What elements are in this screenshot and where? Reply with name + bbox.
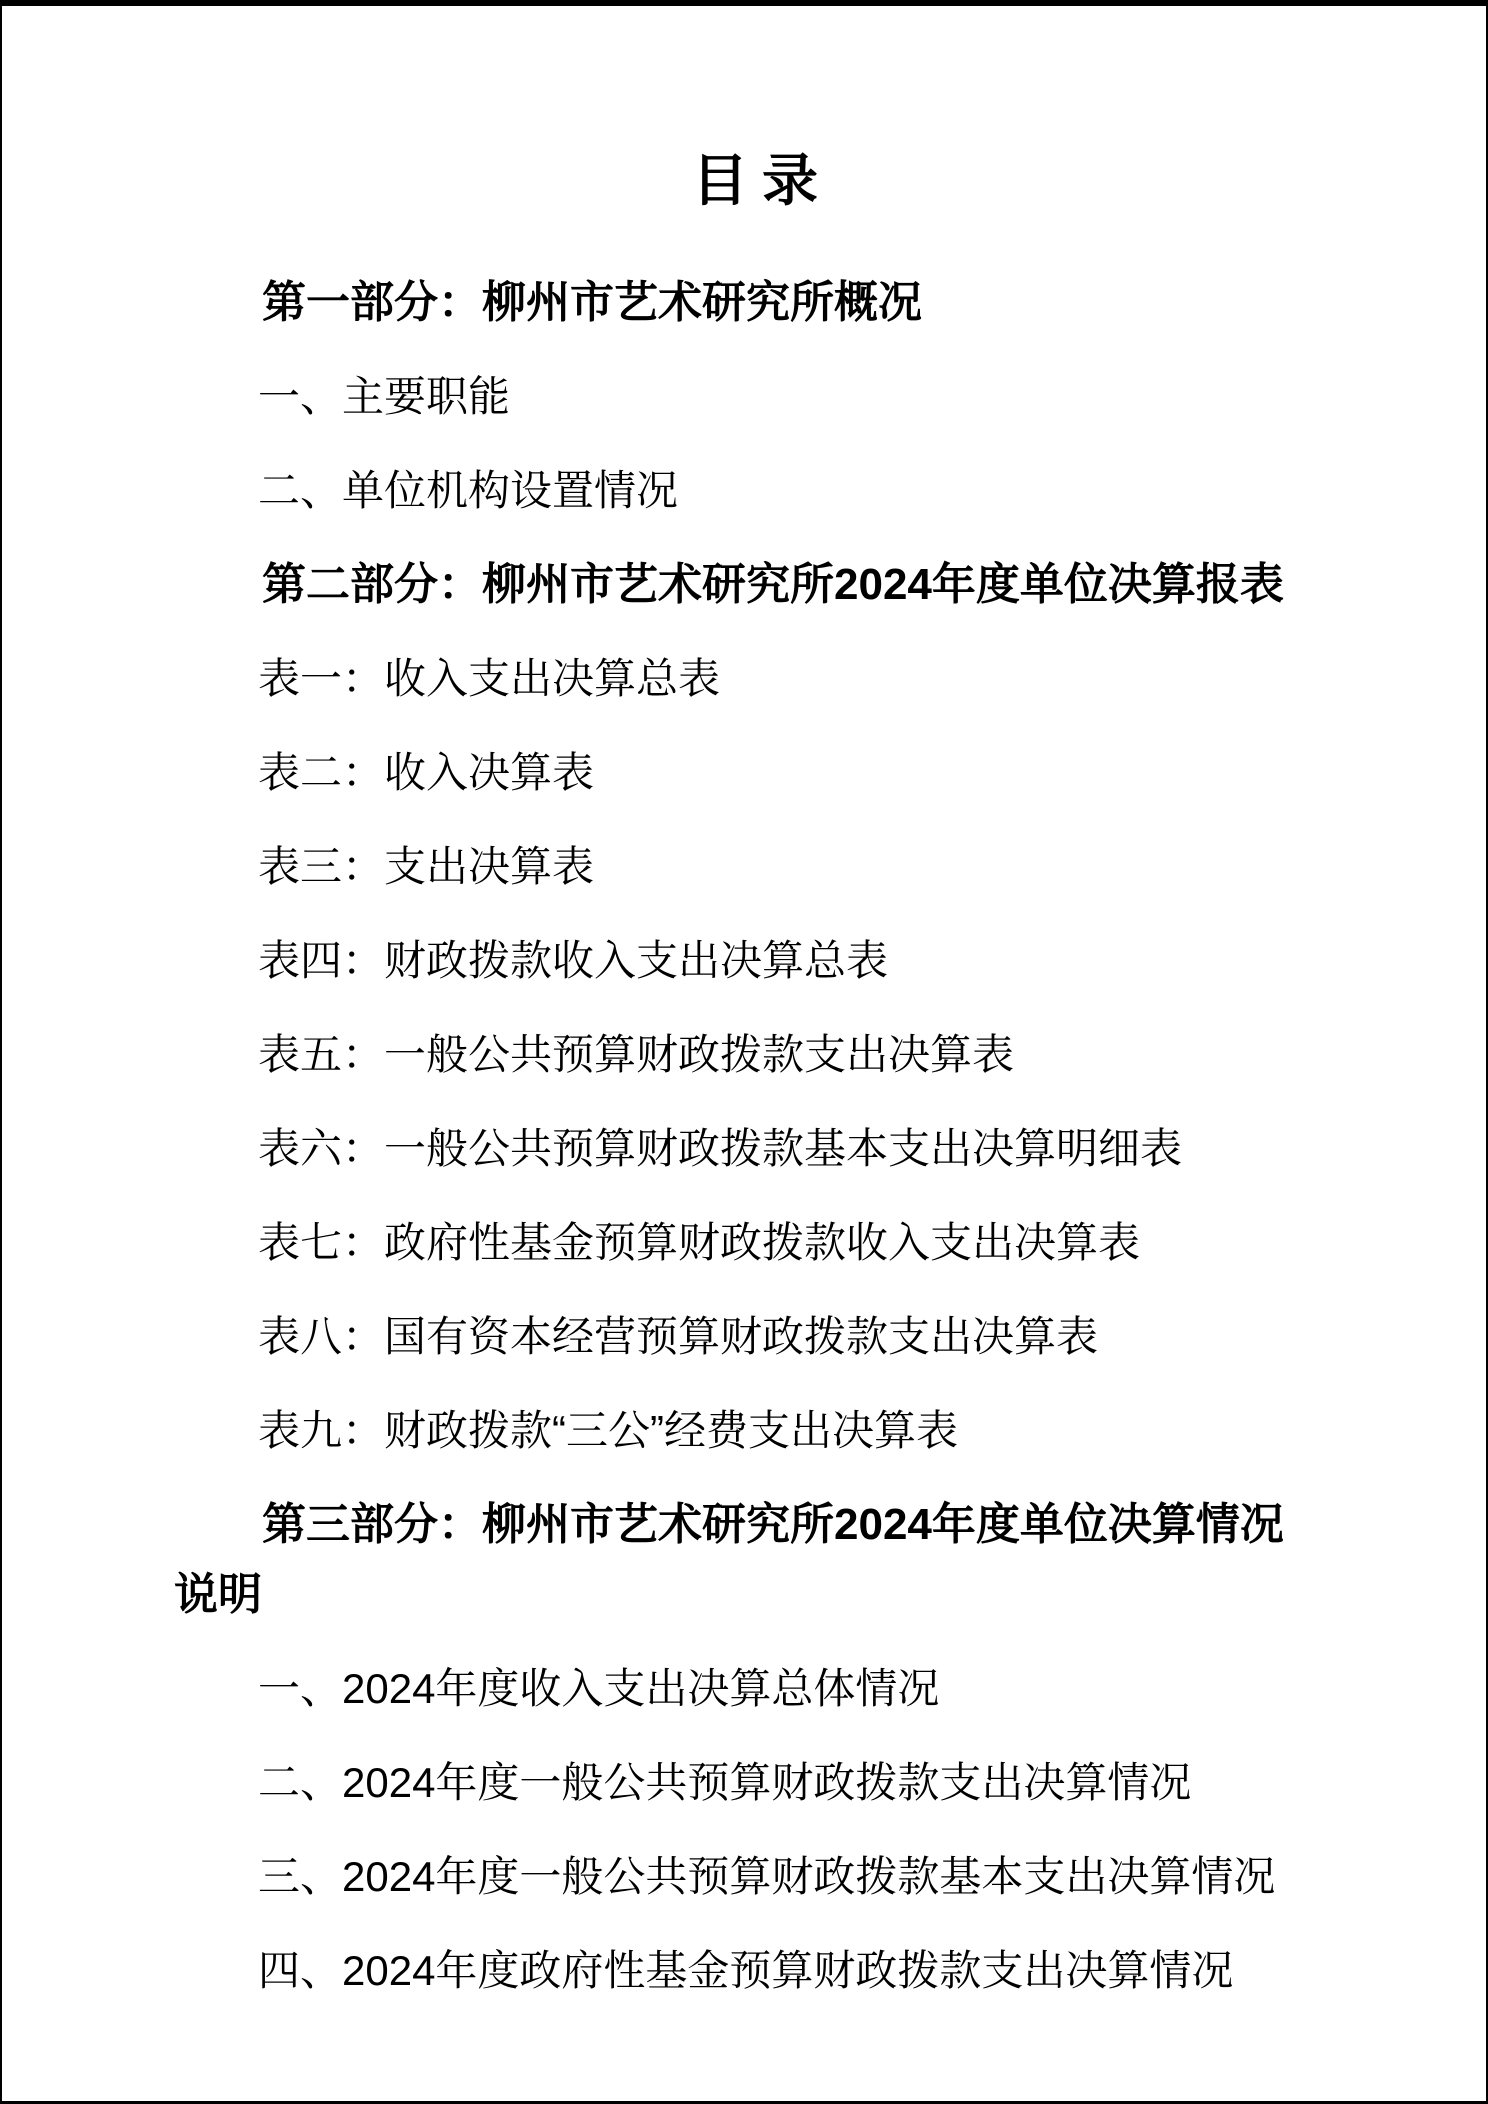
toc-item-table-2: 表二：收入决算表 (258, 749, 595, 796)
toc-item-table-1: 表一：收入支出决算总表 (258, 655, 721, 702)
section-3-heading-line-1: 第三部分：柳州市艺术研究所2024年度单位决算情况 (262, 1500, 1284, 1549)
toc-item-table-5: 表五：一般公共预算财政拨款支出决算表 (258, 1031, 1015, 1078)
section-3-heading (174, 1490, 1336, 1630)
toc-item-table-4: 表四：财政拨款收入支出决算总表 (258, 937, 889, 984)
toc-item-note-4: 四、2024年度政府性基金预算财政拨款支出决算情况 (258, 1947, 1234, 1994)
toc-item-note-2: 二、2024年度一般公共预算财政拨款支出决算情况 (258, 1759, 1192, 1806)
section-2-heading: 第二部分：柳州市艺术研究所2024年度单位决算报表 (262, 560, 1284, 609)
toc-item-main-functions: 一、主要职能 (258, 373, 511, 420)
toc-item-note-3: 三、2024年度一般公共预算财政拨款基本支出决算情况 (258, 1853, 1276, 1900)
toc-item-table-7: 表七：政府性基金预算财政拨款收入支出决算表 (258, 1219, 1141, 1266)
toc-item-table-6: 表六：一般公共预算财政拨款基本支出决算明细表 (258, 1125, 1183, 1172)
toc-title: 目 录 (692, 151, 818, 213)
toc-item-table-8: 表八：国有资本经营预算财政拨款支出决算表 (258, 1313, 1099, 1360)
toc-item-note-1: 一、2024年度收入支出决算总体情况 (258, 1665, 940, 1712)
section-1-heading: 第一部分：柳州市艺术研究所概况 (262, 278, 922, 327)
section-3-heading-line-2: 说明 (174, 1570, 262, 1619)
toc-item-org-setup: 二、单位机构设置情况 (258, 467, 679, 514)
toc-item-table-9: 表九：财政拨款“三公”经费支出决算表 (258, 1407, 958, 1454)
toc-item-table-3: 表三：支出决算表 (258, 843, 595, 890)
